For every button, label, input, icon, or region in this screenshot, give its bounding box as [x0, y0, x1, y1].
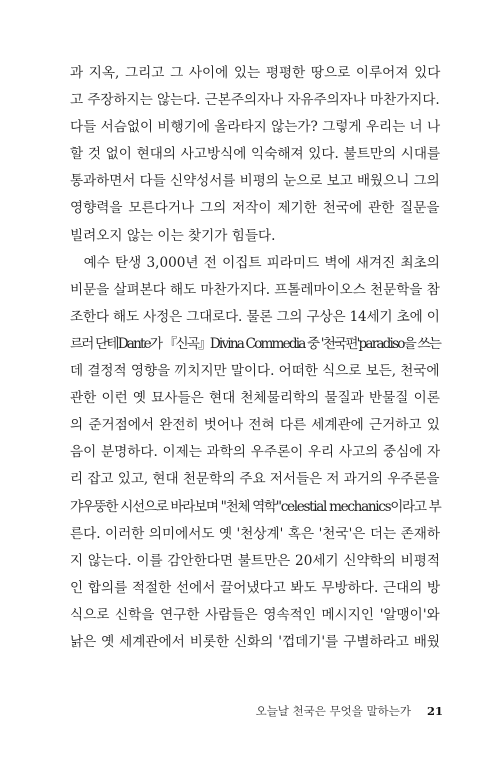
- text-line: 갸우뚱한 시선으로 바라보며 "천체 역학"celestial mechanics이라고 부: [70, 498, 441, 515]
- text-line: 관한 이런 옛 묘사들은 현대 천체물리학의 물질과 반물질 이론: [70, 390, 440, 407]
- text-line: 낡은 옛 세계관에서 비롯한 신화의 '껍데기'를 구별하라고 배웠: [70, 633, 441, 650]
- text-line: 할 것 없이 현대의 사고방식에 익숙해져 있다. 불트만의 시대를: [70, 146, 441, 163]
- text-line: 통과하면서 다들 신약성서를 비평의 눈으로 보고 배웠으니 그의: [70, 173, 440, 190]
- text-line: 식으로 신학을 연구한 사람들은 영속적인 메시지인 '알맹이'와: [70, 606, 440, 623]
- text-line: 의 준거점에서 완전히 벗어나 전혀 다른 세계관에 근거하고 있: [70, 417, 440, 434]
- page-number: 21: [426, 704, 443, 718]
- text-line: 인 합의를 적절한 선에서 끌어냈다고 봐도 무방하다. 근대의 방: [70, 579, 441, 596]
- text-line: 영향력을 모른다거나 그의 저작이 제기한 천국에 관한 질문을: [70, 200, 440, 217]
- text-line: 지 않는다. 이를 감안한다면 불트만은 20세기 신약학의 비평적: [70, 552, 441, 569]
- text-line: 르러 단테Dante가 『신곡』Divina Commedia 중 '천국편'paradiso을 쓰는: [70, 335, 441, 352]
- text-line: 른다. 이러한 의미에서도 옛 '천상계' 혹은 '천국'은 더는 존재하: [70, 525, 440, 542]
- text-line: 다들 서슴없이 비행기에 올라타지 않는가? 그렇게 우리는 너 나: [70, 119, 441, 136]
- text-line: 데 결정적 영향을 끼치지만 말이다. 어떠한 식으로 보든, 천국에: [70, 363, 440, 380]
- page-footer: [255, 703, 443, 719]
- text-line: 과 지옥, 그리고 그 사이에 있는 평평한 땅으로 이루어져 있다: [70, 65, 441, 81]
- text-line: 조한다 해도 사정은 그대로다. 물론 그의 구상은 14세기 초에 이: [70, 308, 440, 325]
- text-line: 예수 탄생 3,000년 전 이집트 피라미드 벽에 새겨진 최초의: [70, 254, 440, 271]
- text-line: 리 잡고 있고, 현대 천문학의 주요 저서들은 저 과거의 우주론을: [70, 471, 440, 488]
- text-line: 비문을 살펴본다 해도 마찬가지다. 프톨레마이오스 천문학을 참: [70, 281, 440, 298]
- running-title: 오늘날 천국은 무엇을 말하는가: [255, 704, 411, 718]
- body-text: [70, 60, 440, 656]
- text-line: 음이 분명하다. 이제는 과학의 우주론이 우리 사고의 중심에 자: [70, 444, 441, 461]
- text-line: 빌려오지 않는 이는 찾기가 힘들다.: [70, 227, 276, 244]
- text-line: 고 주장하지는 않는다. 근본주의자나 자유주의자나 마찬가지다.: [70, 92, 440, 109]
